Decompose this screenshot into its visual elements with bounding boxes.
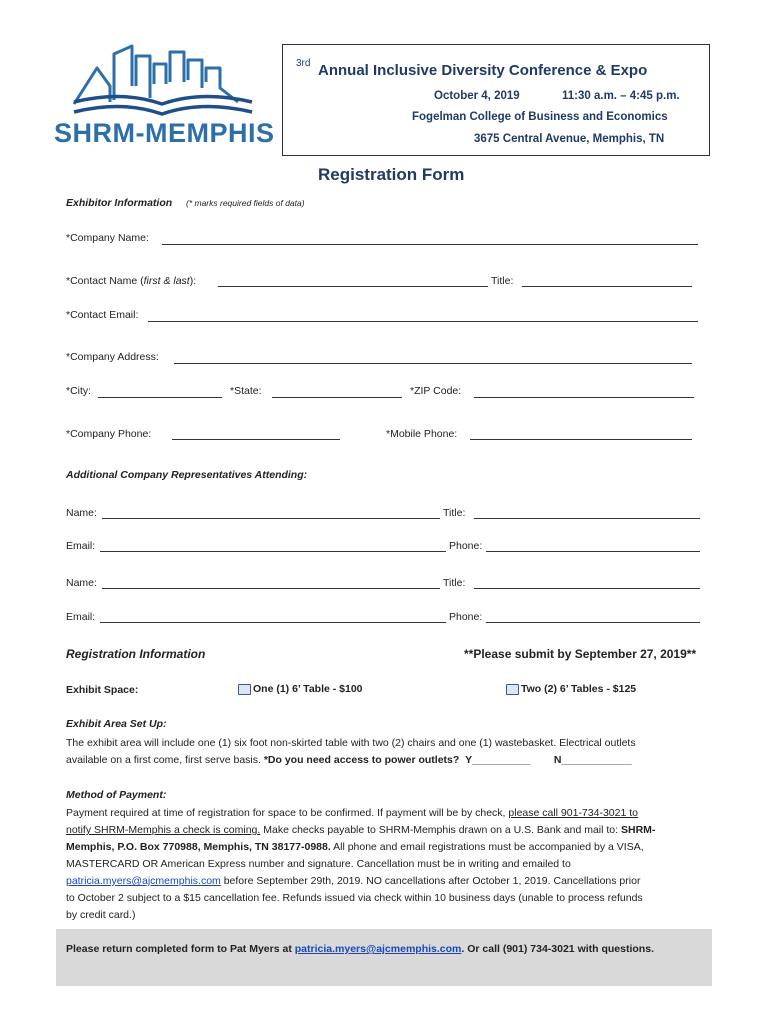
payment-line-4: MASTERCARD OR American Express number and signature. Cancellation must be in writing and emailed to	[66, 858, 571, 870]
additional-reps-label: Additional Company Representatives Attending:	[66, 469, 308, 481]
company-name-label: *Company Name:	[66, 232, 149, 244]
company-address-field[interactable]	[174, 351, 692, 364]
contact-name-label: *Contact Name (first & last):	[66, 275, 197, 287]
state-label: *State:	[230, 385, 262, 397]
setup-text-1: The exhibit area will include one (1) six foot non-skirted table with two (2) chairs and one (1) wastebasket. Electrical outlets	[66, 737, 636, 749]
zip-label: *ZIP Code:	[410, 385, 462, 397]
skyline-icon	[52, 42, 274, 122]
rep1-name-label: Name:	[66, 507, 97, 519]
contact-title-label: Title:	[491, 275, 514, 287]
rep2-name-label: Name:	[66, 577, 97, 589]
registration-info-label: Registration Information	[66, 647, 206, 661]
rep2-email-label: Email:	[66, 611, 96, 623]
rep1-title-label: Title:	[443, 507, 466, 519]
company-phone-field[interactable]	[172, 427, 340, 440]
power-yes-field[interactable]: Y__________	[465, 754, 531, 766]
event-title: Annual Inclusive Diversity Conference & Expo	[318, 62, 648, 79]
required-note: (* marks required fields of data)	[186, 198, 305, 208]
exhibit-setup-label: Exhibit Area Set Up:	[66, 718, 167, 730]
company-address-label: *Company Address:	[66, 351, 159, 363]
contact-email-field[interactable]	[148, 309, 698, 322]
option-one-table[interactable]: One (1) 6’ Table - $100	[238, 683, 363, 695]
payment-line-1: Payment required at time of registration for space to be confirmed. If payment will be by check, please call 901-734-3021 to	[66, 807, 638, 819]
shrm-memphis-logo	[52, 42, 274, 154]
rep1-phone-label: Phone:	[449, 540, 483, 552]
contact-title-field[interactable]	[522, 274, 692, 287]
footer-text: Please return completed form to Pat Myers at patricia.myers@ajcmemphis.com. Or call (901) 734-3021 with questions.	[66, 943, 654, 955]
rep1-email-field[interactable]	[100, 539, 446, 552]
zip-field[interactable]	[474, 385, 694, 398]
payment-line-5: patricia.myers@ajcmemphis.com before September 29th, 2019. NO cancellations after October 1, 2019. Cancellations prior	[66, 875, 641, 887]
payment-line-6: to October 2 subject to a $15 cancellation fee. Refunds issued via check within 10 business days (unable to process refunds	[66, 892, 643, 904]
checkbox-icon[interactable]	[506, 684, 519, 695]
rep1-email-label: Email:	[66, 540, 96, 552]
event-address: 3675 Central Avenue, Memphis, TN	[474, 133, 665, 145]
logo-text: SHRM-MEMPHIS	[54, 118, 275, 148]
city-label: *City:	[66, 385, 92, 397]
setup-text-2: available on a first come, first serve basis. *Do you need access to power outlets? Y__________ N____________	[66, 754, 632, 766]
payment-line-7: by credit card.)	[66, 909, 136, 921]
rep1-title-field[interactable]	[474, 506, 700, 519]
payment-line-2: notify SHRM-Memphis a check is coming. Make checks payable to SHRM-Memphis drawn on a U.S. Bank and mail to: SHRM-	[66, 824, 656, 836]
rep2-title-label: Title:	[443, 577, 466, 589]
title-superscript: 3rd	[296, 58, 311, 69]
footer-banner	[56, 929, 712, 986]
footer-email-link[interactable]: patricia.myers@ajcmemphis.com	[294, 943, 462, 955]
rep2-email-field[interactable]	[100, 610, 446, 623]
payment-email-link[interactable]: patricia.myers@ajcmemphis.com	[66, 875, 221, 887]
exhibit-space-label: Exhibit Space:	[66, 684, 139, 696]
rep1-name-field[interactable]	[102, 506, 440, 519]
rep1-phone-field[interactable]	[486, 539, 700, 552]
checkbox-icon[interactable]	[238, 684, 251, 695]
rep2-title-field[interactable]	[474, 576, 700, 589]
state-field[interactable]	[272, 385, 402, 398]
option-two-tables[interactable]: Two (2) 6’ Tables - $125	[506, 683, 636, 695]
mobile-phone-label: *Mobile Phone:	[386, 428, 458, 440]
rep2-phone-label: Phone:	[449, 611, 483, 623]
rep2-name-field[interactable]	[102, 576, 440, 589]
city-field[interactable]	[98, 385, 222, 398]
mobile-phone-field[interactable]	[470, 427, 692, 440]
rep2-phone-field[interactable]	[486, 610, 700, 623]
submit-deadline: **Please submit by September 27, 2019**	[464, 647, 697, 661]
company-phone-label: *Company Phone:	[66, 428, 152, 440]
contact-name-field[interactable]	[218, 274, 488, 287]
payment-line-3: Memphis, P.O. Box 770988, Memphis, TN 38177-0988. All phone and email registrations must be accompanied by a VISA,	[66, 841, 644, 853]
event-venue: Fogelman College of Business and Economics	[412, 111, 668, 123]
event-date: October 4, 2019	[434, 90, 520, 102]
exhibitor-info-label: Exhibitor Information	[66, 197, 173, 209]
power-no-field[interactable]: N____________	[553, 754, 632, 766]
form-title: Registration Form	[318, 165, 465, 184]
payment-method-label: Method of Payment:	[66, 789, 167, 801]
company-name-field[interactable]	[162, 232, 698, 245]
contact-email-label: *Contact Email:	[66, 309, 139, 321]
event-time: 11:30 a.m. – 4:45 p.m.	[562, 90, 680, 102]
